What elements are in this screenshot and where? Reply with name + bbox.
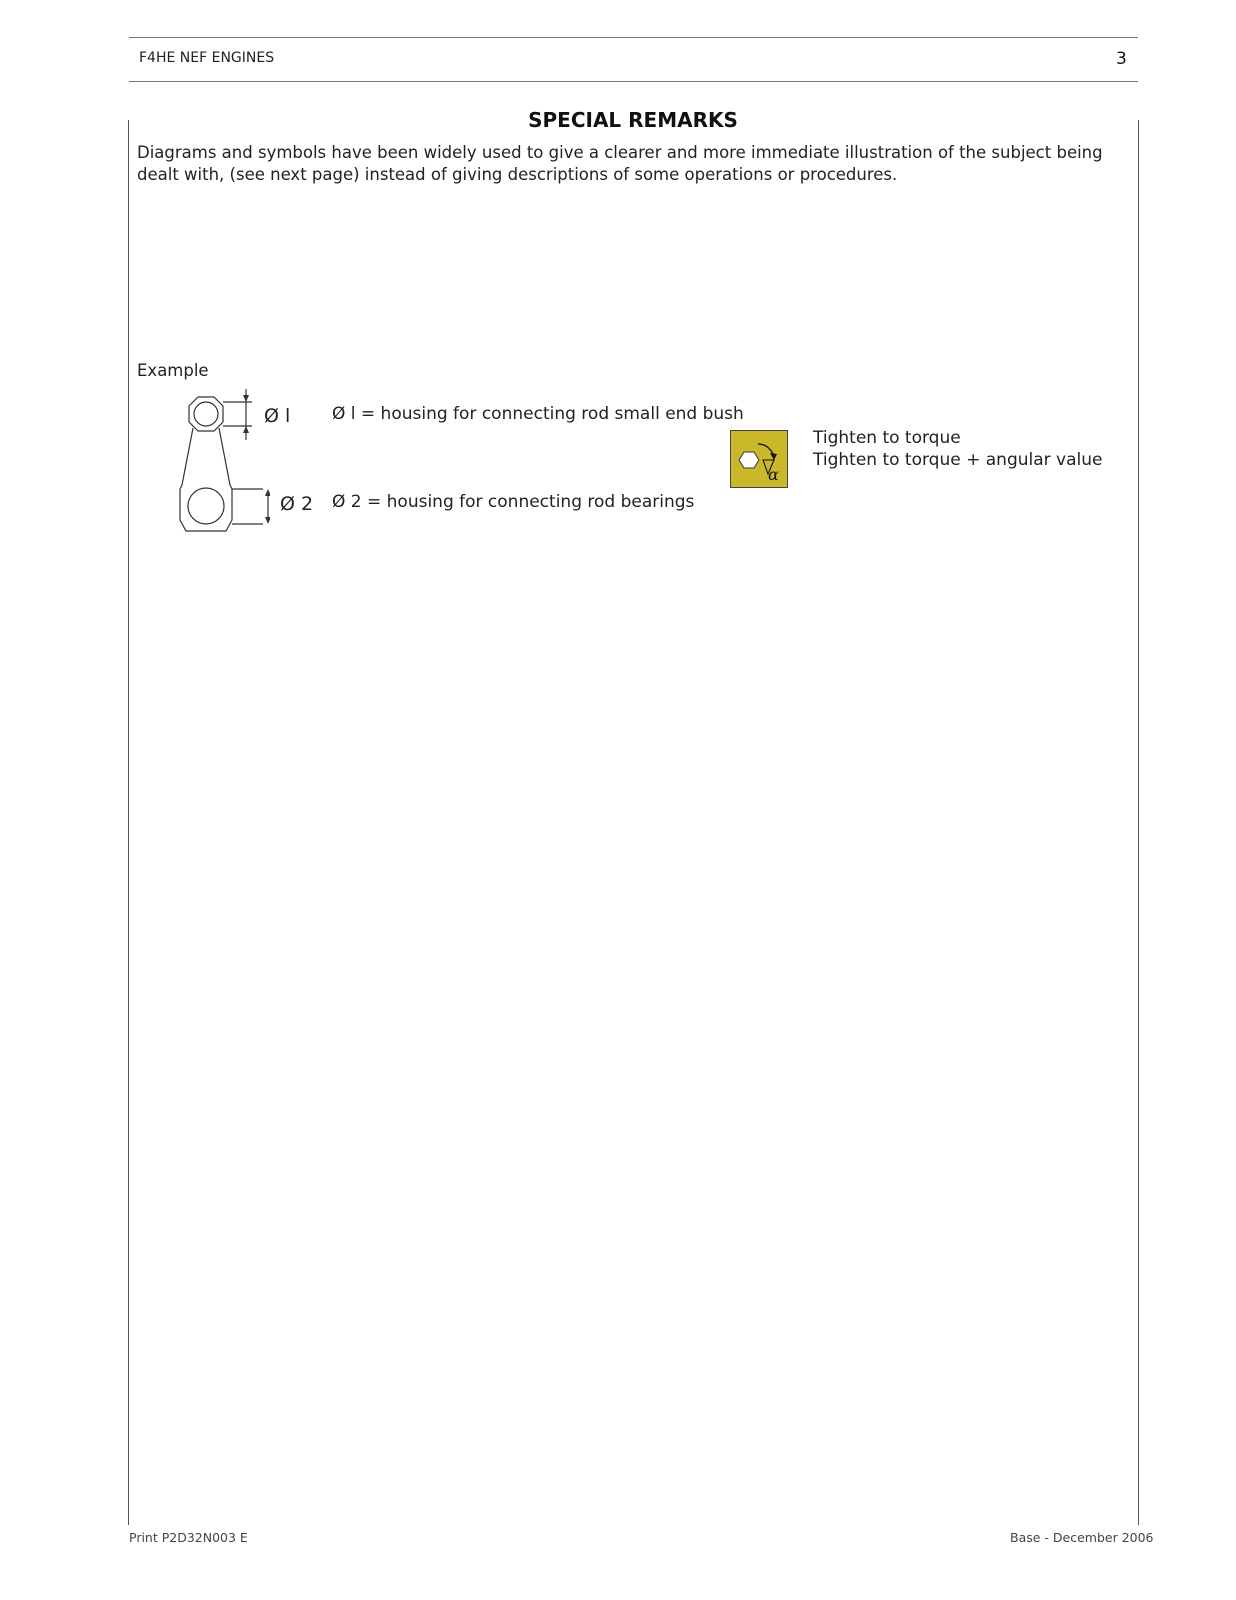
page-number: 3 — [1116, 49, 1127, 69]
torque-text-2: Tighten to torque + angular value — [813, 450, 1103, 470]
footer-edition: Base - December 2006 — [1010, 1530, 1154, 1545]
example-label: Example — [137, 361, 209, 380]
legend-diameter-2: Ø 2 = housing for connecting rod bearings — [332, 492, 695, 512]
footer-print-code: Print P2D32N003 E — [129, 1530, 248, 1545]
section-title: SPECIAL REMARKS — [528, 108, 738, 132]
header-top-rule — [129, 37, 1138, 38]
right-margin-rule — [1138, 120, 1139, 1525]
legend-diameter-1: Ø l = housing for connecting rod small end bush — [332, 404, 744, 424]
left-margin-rule — [128, 120, 129, 1525]
torque-symbol-letter: α — [768, 465, 779, 484]
tighten-torque-angle-icon — [730, 430, 788, 488]
diameter-1-label: Ø l — [264, 405, 291, 427]
header-bottom-rule — [129, 81, 1138, 82]
torque-text-1: Tighten to torque — [813, 428, 961, 448]
connecting-rod-diagram-icon — [160, 385, 270, 535]
diameter-2-label: Ø 2 — [280, 493, 314, 515]
intro-paragraph: Diagrams and symbols have been widely used to give a clearer and more immediate illustration of the subject being dealt with, (see next page) instead of giving descriptions of some operations or procedures. — [137, 143, 1103, 184]
header-title: F4HE NEF ENGINES — [139, 50, 275, 66]
